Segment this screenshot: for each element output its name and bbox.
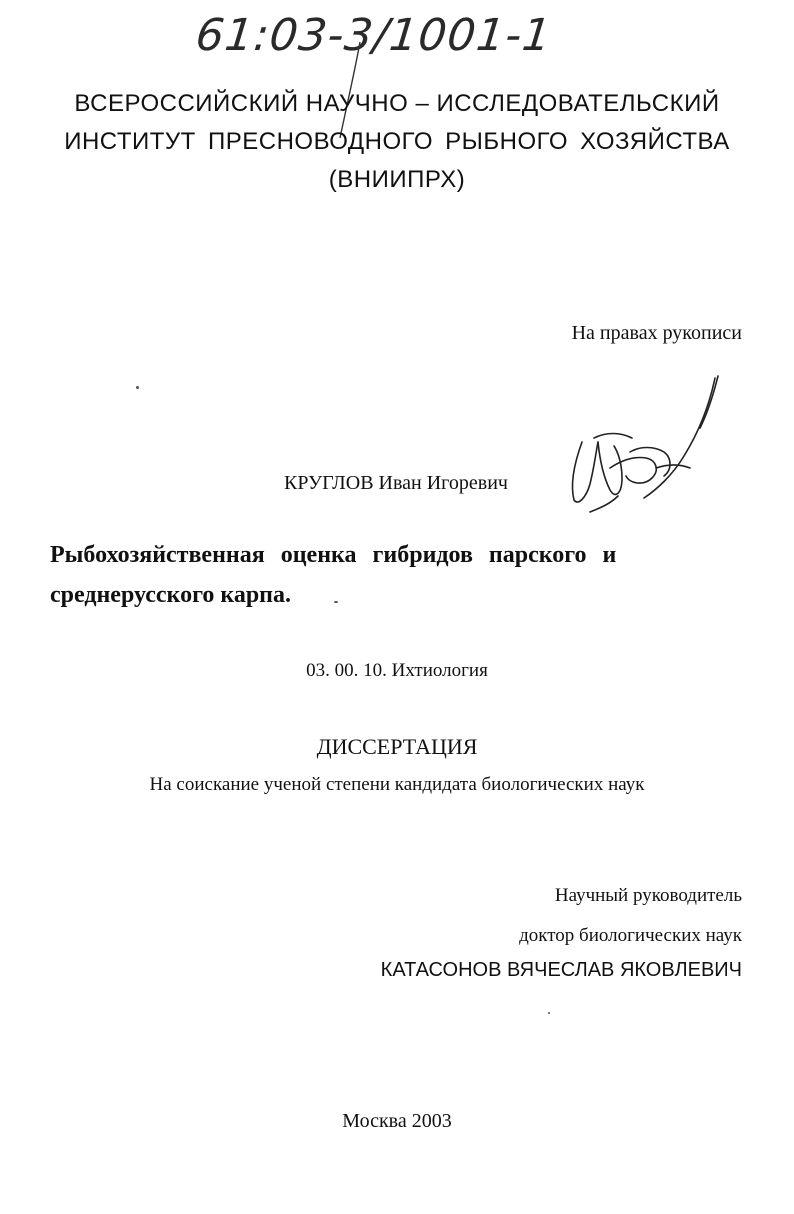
document-type-heading: ДИССЕРТАЦИЯ bbox=[316, 734, 478, 759]
author-name: КРУГЛОВ Иван Игоревич bbox=[284, 472, 508, 494]
city-and-year: Москва 2003 bbox=[342, 1110, 452, 1132]
specialty-code: 03. 00. 10. Ихтиология bbox=[306, 660, 488, 681]
supervisor-degree: доктор биологических наук bbox=[519, 925, 742, 946]
dissertation-title-line-2: среднерусского карпа. bbox=[50, 582, 292, 608]
supervisor-label: Научный руководитель bbox=[554, 885, 742, 906]
archive-code-handwritten: 61:03-3/1001-1 bbox=[193, 10, 555, 61]
dissertation-title-line-1: Рыбохозяйственная оценка гибридов парского и bbox=[50, 542, 617, 568]
scan-speck bbox=[136, 386, 139, 389]
scan-speck bbox=[548, 1012, 550, 1014]
institute-abbreviation: (ВНИИПРХ) bbox=[328, 166, 466, 193]
institute-name-line-2: ИНСТИТУТ ПРЕСНОВОДНОГО РЫБНОГО ХОЗЯЙСТВА bbox=[64, 128, 730, 155]
rights-note: На правах рукописи bbox=[571, 322, 742, 344]
handwritten-signature-icon bbox=[560, 372, 730, 522]
degree-statement: На соискание ученой степени кандидата биологических наук bbox=[149, 774, 645, 795]
institute-name-line-1: ВСЕРОССИЙСКИЙ НАУЧНО – ИССЛЕДОВАТЕЛЬСКИЙ bbox=[74, 90, 720, 117]
supervisor-name: КАТАСОНОВ ВЯЧЕСЛАВ ЯКОВЛЕВИЧ bbox=[380, 959, 742, 981]
scan-speck bbox=[334, 601, 338, 603]
